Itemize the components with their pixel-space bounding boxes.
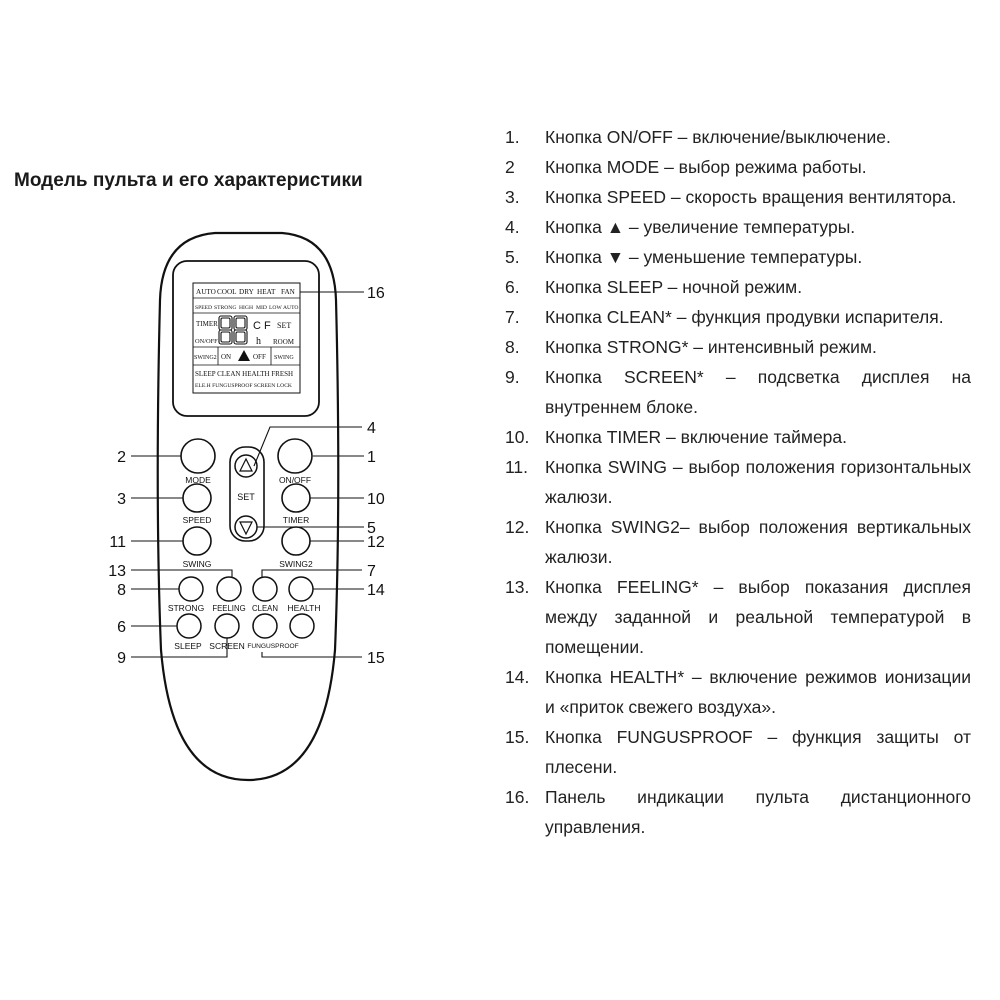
feature-item: 12. Кнопка SWING2– выбор положения вертикальных жалюзи. — [505, 517, 971, 567]
page-title: Модель пульта и его характеристики — [14, 170, 363, 191]
lcd-onoff: ON/OFF — [195, 338, 218, 345]
callout-2: 2 — [117, 449, 126, 466]
mode-button[interactable] — [181, 439, 215, 473]
lcd-mode-dry: DRY — [239, 288, 254, 296]
feature-item: 5. Кнопка ▼ – уменьшение температуры. — [505, 247, 863, 267]
screen-button[interactable] — [215, 614, 239, 638]
feature-item: 11. Кнопка SWING – выбор положения горизонтальных жалюзи. — [505, 457, 971, 507]
feature-item: 15. Кнопка FUNGUSPROOF – функция защиты от плесени. — [505, 727, 971, 777]
swing-button[interactable] — [183, 527, 211, 555]
lcd-on: ON — [221, 353, 232, 361]
feature-item: 6. Кнопка SLEEP – ночной режим. — [505, 277, 803, 297]
callout-14: 14 — [367, 582, 385, 599]
callout-15: 15 — [367, 650, 385, 667]
clean-label: CLEAN — [252, 604, 278, 613]
lcd-speed-high: HIGH — [239, 305, 253, 311]
swing-label: SWING — [182, 559, 212, 569]
onoff-button[interactable] — [278, 439, 312, 473]
lcd-speed-low: LOW — [269, 305, 282, 311]
lcd-row-eleh-fungusproof-screen-lock: ELE.H FUNGUSPROOF SCREEN LOCK — [195, 383, 292, 389]
feature-item: 14. Кнопка HEALTH* – включение режимов ионизации и «приток свежего воздуха». — [505, 667, 971, 717]
swing2-label: SWING2 — [279, 559, 313, 569]
feeling-label: FEELING — [212, 604, 246, 613]
lcd-mode-cool: COOL — [217, 288, 237, 296]
feature-item: 1. Кнопка ON/OFF – включение/выключение. — [505, 127, 891, 147]
feature-item: 7. Кнопка CLEAN* – функция продувки испарителя. — [505, 307, 944, 327]
sleep-button[interactable] — [177, 614, 201, 638]
feature-item: 3. Кнопка SPEED – скорость вращения вентилятора. — [505, 187, 957, 207]
lcd-row-sleep-clean-health-fresh: SLEEP CLEAN HEALTH FRESH — [195, 370, 294, 378]
lcd-speed: SPEED — [195, 305, 213, 311]
lcd-swing: SWING — [274, 355, 294, 361]
callout-11: 11 — [109, 534, 126, 551]
callout-9: 9 — [117, 650, 126, 667]
callout-13: 13 — [108, 563, 126, 580]
callout-16: 16 — [367, 285, 385, 302]
lcd-fan-icon — [238, 350, 250, 361]
callout-8: 8 — [117, 582, 126, 599]
callout-3: 3 — [117, 491, 126, 508]
onoff-label: ON/OFF — [278, 475, 312, 485]
callout-10: 10 — [367, 491, 385, 508]
feature-item: 10. Кнопка TIMER – включение таймера. — [505, 427, 848, 447]
health-button[interactable] — [289, 577, 313, 601]
lcd-set: SET — [277, 321, 292, 330]
sleep-label: SLEEP — [174, 641, 202, 651]
clean-button[interactable] — [253, 577, 277, 601]
triangle-down-icon — [240, 522, 252, 534]
feeling-button[interactable] — [217, 577, 241, 601]
callout-1: 1 — [367, 449, 376, 466]
feature-item: 2 Кнопка MODE – выбор режима работы. — [505, 157, 867, 177]
feature-item: 8. Кнопка STRONG* – интенсивный режим. — [505, 337, 877, 357]
feature-item: 13. Кнопка FEELING* – выбор показания дисплея между заданной и реальной температурой в помещении. — [505, 577, 971, 657]
lcd-mode-heat: HEAT — [257, 288, 276, 296]
callout-12: 12 — [367, 534, 385, 551]
fungusproof-button[interactable] — [253, 614, 277, 638]
feature-list — [505, 122, 971, 842]
set-label: SET — [237, 492, 255, 502]
lcd-mode-fan: FAN — [281, 288, 295, 296]
screen-label: SCREEN — [209, 641, 245, 651]
feature-item: 16. Панель индикации пульта дистанционного управления. — [505, 787, 971, 837]
speed-label: SPEED — [182, 515, 212, 525]
swing2-button[interactable] — [282, 527, 310, 555]
speed-button[interactable] — [183, 484, 211, 512]
lcd-off: OFF — [253, 353, 266, 361]
lcd-speed-mid: MID — [256, 305, 267, 311]
callout-5: 5 — [367, 520, 376, 537]
lcd-speed-strong: STRONG — [214, 305, 237, 311]
feature-item: 4. Кнопка ▲ – увеличение температуры. — [505, 217, 856, 237]
lcd-seven-segment-digits — [219, 316, 247, 344]
callout-7: 7 — [367, 563, 376, 580]
callout-6: 6 — [117, 619, 126, 636]
lcd-timer: TIMER — [196, 320, 218, 328]
timer-label: TIMER — [282, 515, 310, 525]
strong-label: STRONG — [167, 603, 205, 613]
lcd-hour: h — [256, 336, 261, 347]
health-label: HEALTH — [287, 603, 321, 613]
callout-4: 4 — [367, 420, 376, 437]
lcd-swing2: SWING2 — [194, 355, 217, 361]
lcd-mode-auto: AUTO — [196, 288, 216, 296]
strong-button[interactable] — [179, 577, 203, 601]
lcd-room: ROOM — [273, 338, 295, 346]
lcd-panel — [193, 283, 300, 393]
mode-label: MODE — [185, 475, 211, 485]
unlabeled-button[interactable] — [290, 614, 314, 638]
feature-item: 9. Кнопка SCREEN* – подсветка дисплея на внутреннем блоке. — [505, 367, 971, 417]
triangle-up-icon — [240, 459, 252, 471]
remote-body — [158, 233, 339, 780]
lcd-cf: C F — [253, 320, 271, 332]
lcd-speed-auto: AUTO — [283, 305, 299, 311]
fungusproof-label: FUNGUSPROOF — [247, 643, 299, 650]
timer-button[interactable] — [282, 484, 310, 512]
